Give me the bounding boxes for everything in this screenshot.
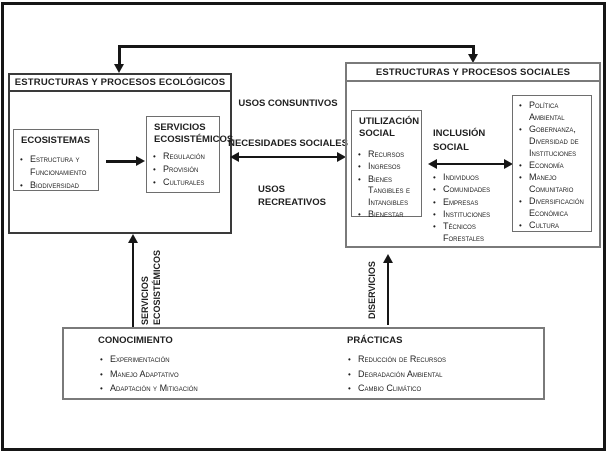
list-item [358, 209, 417, 221]
list-item-text: Reducción de Recursos [358, 354, 447, 364]
arrow-up-services-icon [128, 234, 138, 243]
arrow-down-into-eco-icon [114, 64, 124, 73]
list-item-text: Provisión [163, 164, 199, 174]
list-item [153, 163, 215, 176]
bullet-icon: • [358, 174, 361, 184]
bullet-icon: • [100, 369, 103, 379]
social-utilization-box [351, 110, 422, 220]
top-connector-line [118, 45, 475, 48]
bullet-icon: • [348, 355, 351, 364]
list-item [20, 179, 94, 192]
list-item-text: Bienestar [368, 209, 404, 220]
eco-services-box [146, 116, 234, 193]
bullet-icon: • [519, 125, 522, 135]
social-needs-label: NECESIDADES SOCIALES [228, 138, 348, 149]
list-item [519, 196, 587, 220]
list-item [433, 209, 509, 221]
list-item-text: Cambio Climático [358, 383, 422, 393]
bullet-icon: • [433, 222, 436, 232]
social-section-title: ESTRUCTURAS Y PROCESOS SOCIALES [375, 66, 571, 78]
list-item [100, 368, 280, 381]
social-inclusion-list [433, 172, 509, 245]
list-item [519, 160, 587, 172]
bullet-icon: • [348, 384, 351, 393]
bullet-icon: • [519, 160, 522, 170]
list-item [519, 100, 587, 124]
list-item-text: Empresas [443, 196, 479, 207]
list-item-text: Diversificación Económica [529, 196, 584, 219]
list-item-text: Gobernanza, Diversidad de Instituciones [529, 124, 579, 158]
list-item [153, 150, 215, 163]
list-item-text: Técnicos Forestales [443, 221, 485, 243]
social-institutions-box [512, 95, 592, 232]
bullet-icon: • [519, 101, 522, 110]
arrow-right-to-services-icon [136, 156, 145, 166]
consumptive-uses-label: USOS CONSUNTIVOS [238, 98, 338, 109]
list-item [348, 382, 528, 395]
social-inclusion-title: INCLUSIÓN SOCIAL [433, 128, 486, 153]
bullet-icon: • [358, 150, 361, 159]
list-item-text: Regulación [163, 151, 205, 161]
list-item [519, 172, 587, 196]
practices-title: PRÁCTICAS [347, 335, 403, 346]
list-item-text: Economía [529, 159, 564, 170]
list-item [100, 382, 280, 395]
list-item [433, 221, 509, 245]
list-item-text: Estructura y Funcionamiento [30, 154, 87, 177]
bullet-icon: • [153, 152, 156, 161]
list-item [433, 184, 509, 196]
list-item [153, 176, 215, 189]
bullet-icon: • [100, 355, 103, 364]
bullet-icon: • [433, 173, 436, 182]
eco-section-title: ESTRUCTURAS Y PROCESOS ECOLÓGICOS [14, 77, 226, 88]
list-item-text: Cultura [529, 220, 560, 231]
eco-section-header [8, 73, 232, 92]
bullet-icon: • [348, 369, 351, 379]
list-item [348, 368, 528, 381]
bullet-icon: • [358, 162, 361, 172]
list-item [348, 353, 528, 366]
bullet-icon: • [153, 165, 156, 174]
bullet-icon: • [433, 197, 436, 207]
inclusion-arrow-line [435, 163, 506, 165]
eco-internal-arrow-line [106, 160, 137, 163]
bullet-icon: • [519, 197, 522, 207]
list-item-text: Experimentación [110, 354, 170, 364]
ecosystems-box [13, 129, 99, 191]
eco-services-title: SERVICIOS ECOSISTÉMICOS [154, 122, 234, 145]
disservices-vertical-label: DISERVICIOS [367, 261, 377, 319]
list-item [519, 124, 587, 159]
social-utilization-list [358, 149, 417, 221]
list-item [358, 161, 417, 173]
list-item-text: Instituciones [443, 208, 491, 219]
practices-list [348, 353, 528, 397]
list-item-text: Manejo Adaptativo [110, 368, 179, 379]
list-item-text: Adaptación y Mitigación [110, 383, 198, 393]
ecosystems-list [20, 153, 94, 192]
services-vertical-label: SERVICIOS ECOSISTÉMICOS [140, 249, 162, 325]
social-institutions-list [519, 100, 587, 232]
list-item-text: Bienes Tangibles e Intangibles [368, 173, 411, 208]
list-item-text: Comunidades [443, 184, 491, 195]
bullet-icon: • [358, 210, 361, 220]
bullet-icon: • [20, 155, 23, 164]
list-item-text: Recursos [368, 149, 405, 159]
arrow-left-to-utilization-icon [428, 159, 437, 169]
bullet-icon: • [433, 209, 436, 219]
list-item-text: Biodiversidad [30, 180, 80, 190]
top-connector-left-drop [118, 45, 121, 65]
list-item [519, 220, 587, 232]
list-item [358, 149, 417, 161]
disservices-arrow-line [387, 262, 389, 325]
social-section-header [345, 62, 601, 82]
arrow-up-disservices-icon [383, 254, 393, 263]
list-item [433, 172, 509, 184]
services-arrow-line [132, 242, 134, 327]
list-item [20, 153, 94, 179]
arrow-left-to-eco-icon [230, 152, 239, 162]
list-item-text: Culturales [163, 177, 205, 187]
list-item [433, 197, 509, 209]
list-item-text: Individuos [443, 172, 479, 182]
needs-arrow-line [237, 156, 339, 158]
knowledge-list [100, 353, 280, 397]
list-item-text: Política Ambiental [529, 100, 565, 122]
eco-services-list [153, 150, 215, 189]
list-item-text: Ingresos [368, 161, 401, 172]
bullet-icon: • [153, 178, 156, 187]
knowledge-title: CONOCIMIENTO [98, 335, 173, 346]
bullet-icon: • [20, 181, 23, 190]
bullet-icon: • [519, 173, 522, 183]
list-item [358, 174, 417, 209]
recreational-uses-label: USOS RECREATIVOS [258, 184, 326, 208]
list-item [100, 353, 280, 366]
ecosystems-title: ECOSISTEMAS [21, 135, 91, 146]
bullet-icon: • [519, 221, 522, 231]
list-item-text: Degradación Ambiental [358, 368, 443, 379]
list-item-text: Manejo Comunitario [529, 172, 574, 195]
bullet-icon: • [433, 185, 436, 195]
bullet-icon: • [100, 384, 103, 393]
social-utilization-title: UTILIZACIÓN SOCIAL [359, 116, 420, 139]
